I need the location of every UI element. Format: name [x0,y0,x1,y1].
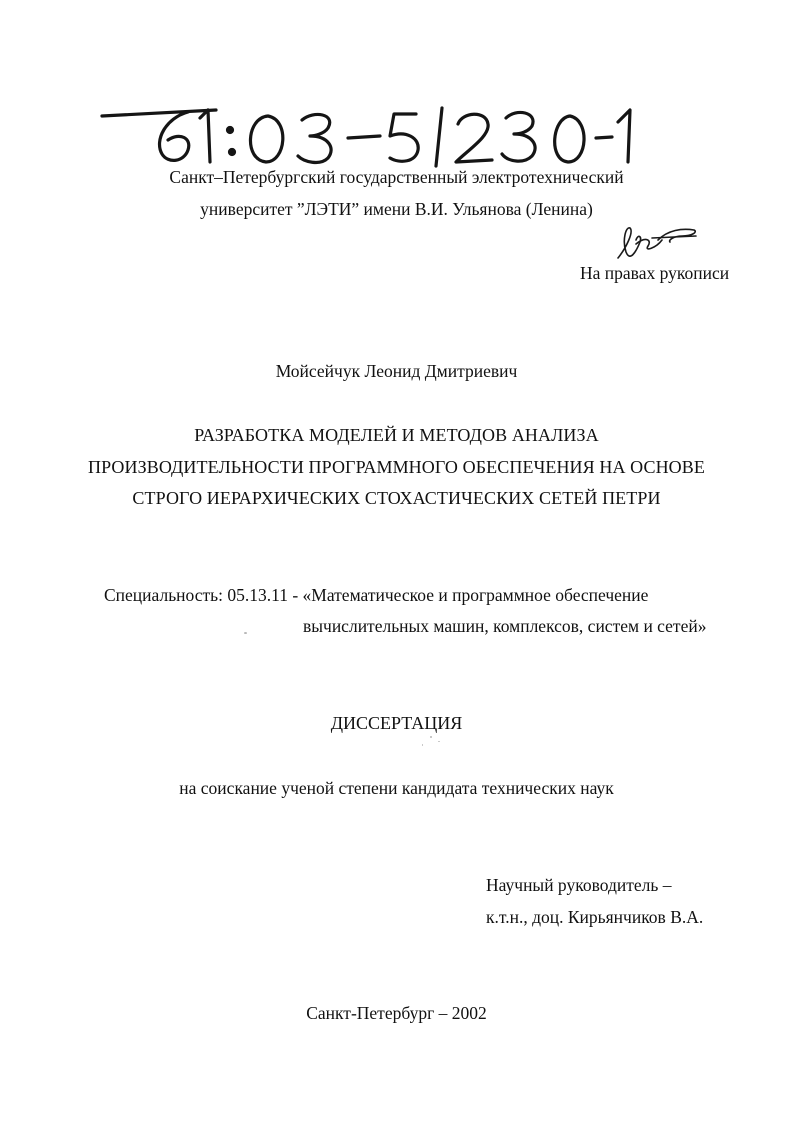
specialty-line-2: вычислительных машин, комплексов, систем и сетей» [303,616,707,636]
handwritten-archive-number [96,92,636,172]
degree-line: на соискание ученой степени кандидата технических наук [179,778,614,798]
place-and-year: Санкт-Петербург – 2002 [306,1003,487,1023]
supervisor-name: к.т.н., доц. Кирьянчиков В.А. [486,907,704,927]
scan-speck [422,744,423,746]
document-type: ДИССЕРТАЦИЯ [330,713,463,733]
title-line-1: РАЗРАБОТКА МОДЕЛЕЙ И МЕТОДОВ АНАЛИЗА [194,425,599,445]
scan-speck [430,736,432,738]
scan-speck [438,741,440,742]
title-line-3: СТРОГО ИЕРАРХИЧЕСКИХ СТОХАСТИЧЕСКИХ СЕТЕЙ ПЕТРИ [132,488,661,508]
author-name: Мойсейчук Леонид Дмитриевич [275,361,518,381]
handwritten-signature [612,218,702,268]
university-name-line-2: университет ”ЛЭТИ” имени В.И. Ульянова (Ленина) [200,199,593,219]
scan-speck [244,632,247,634]
title-line-2: ПРОИЗВОДИТЕЛЬНОСТИ ПРОГРАММНОГО ОБЕСПЕЧЕНИЯ НА ОСНОВЕ [87,457,705,477]
university-name-line-1: Санкт–Петербургский государственный электротехнический [169,167,624,187]
specialty-line-1: Специальность: 05.13.11 - «Математическое и программное обеспечение [104,585,649,605]
supervisor-label: Научный руководитель – [486,875,672,895]
manuscript-rights-note: На правах рукописи [580,263,730,283]
